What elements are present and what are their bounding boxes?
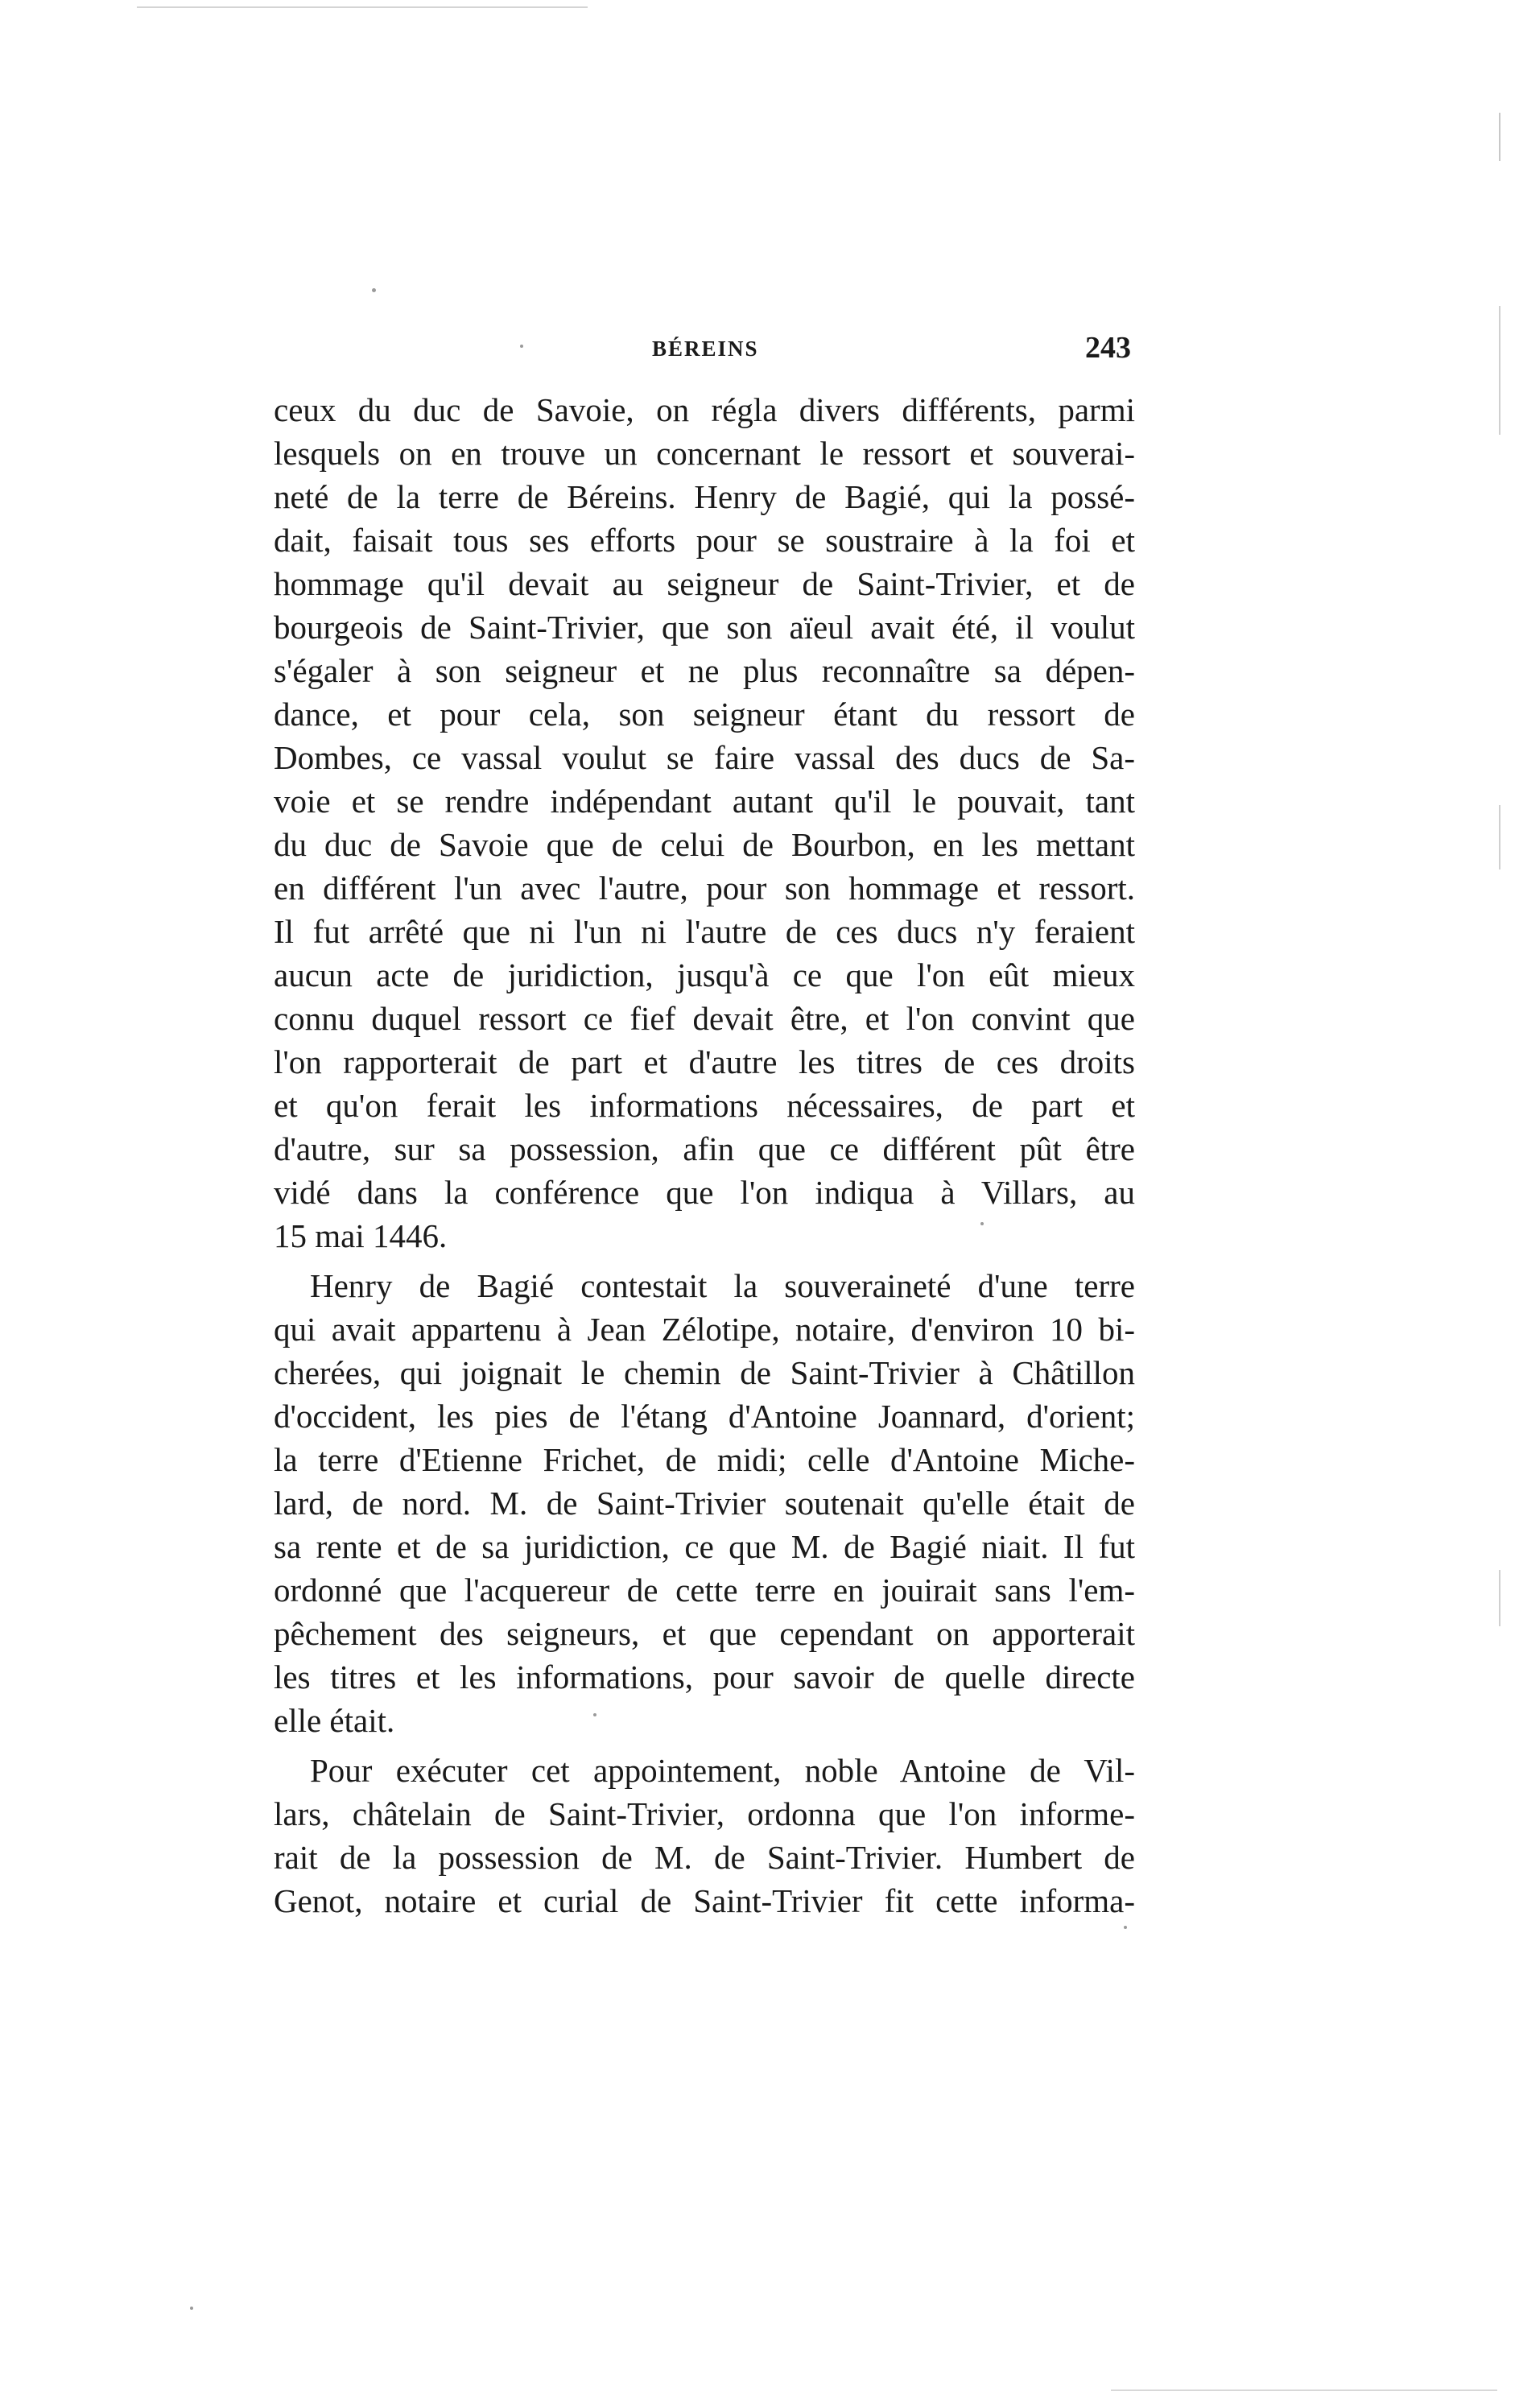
- text-line: connu duquel ressort ce fief devait être, et l'on convint que: [274, 1000, 1135, 1037]
- text-line: hommage qu'il devait au seigneur de Saint-Trivier, et de: [274, 565, 1135, 602]
- text-line: Henry de Bagié contestait la souveraineté d'une terre: [310, 1267, 1135, 1304]
- text-line: les titres et les informations, pour savoir de quelle directe: [274, 1658, 1135, 1696]
- paragraph-2: [274, 1264, 1135, 1742]
- text-line: Dombes, ce vassal voulut se faire vassal des ducs de Sa-: [274, 739, 1135, 776]
- text-line: d'autre, sur sa possession, afin que ce différent pût être: [274, 1130, 1135, 1167]
- text-line: rait de la possession de M. de Saint-Trivier. Humbert de: [274, 1839, 1135, 1876]
- text-line: Pour exécuter cet appointement, noble Antoine de Vil-: [310, 1752, 1135, 1789]
- text-line: aucun acte de juridiction, jusqu'à ce que l'on eût mieux: [274, 956, 1135, 993]
- text-line: en différent l'un avec l'autre, pour son hommage et ressort.: [274, 869, 1135, 907]
- text-line: s'égaler à son seigneur et ne plus reconnaître sa dépen-: [274, 652, 1135, 689]
- scan-edge-mark: [1499, 805, 1500, 869]
- text-line: pêchement des seigneurs, et que cependant on apporterait: [274, 1615, 1135, 1652]
- text-line: lard, de nord. M. de Saint-Trivier soutenait qu'elle était de: [274, 1485, 1135, 1522]
- text-line: ordonné que l'acquereur de cette terre en jouirait sans l'em-: [274, 1572, 1135, 1609]
- scan-bottom-line: [1111, 2389, 1497, 2391]
- text-line: lesquels on en trouve un concernant le ressort et souverai-: [274, 435, 1135, 472]
- text-line: Il fut arrêté que ni l'un ni l'autre de ces ducs n'y feraient: [274, 913, 1135, 950]
- text-line: ceux du duc de Savoie, on régla divers différents, parmi: [274, 391, 1135, 428]
- text-line: bourgeois de Saint-Trivier, que son aïeul avait été, il voulut: [274, 609, 1135, 646]
- text-line: dait, faisait tous ses efforts pour se soustraire à la foi et: [274, 522, 1135, 559]
- text-line: la terre d'Etienne Frichet, de midi; celle d'Antoine Miche-: [274, 1441, 1135, 1478]
- text-line: voie et se rendre indépendant autant qu'il le pouvait, tant: [274, 783, 1135, 820]
- text-line: et qu'on ferait les informations nécessaires, de part et: [274, 1087, 1135, 1124]
- running-title: BÉREINS: [652, 337, 759, 361]
- text-line: l'on rapporterait de part et d'autre les titres de ces droits: [274, 1043, 1135, 1080]
- scan-edge-mark: [1499, 113, 1500, 161]
- paragraph-3: [274, 1749, 1135, 1923]
- text-line: neté de la terre de Béreins. Henry de Bagié, qui la possé-: [274, 478, 1135, 515]
- text-line: vidé dans la conférence que l'on indiqua à Villars, au: [274, 1174, 1135, 1211]
- text-line: elle était.: [274, 1702, 395, 1739]
- page-header: [274, 331, 1131, 377]
- text-line: cherées, qui joignait le chemin de Saint-Trivier à Châtillon: [274, 1354, 1135, 1391]
- scan-speck: [372, 288, 376, 292]
- text-line: lars, châtelain de Saint-Trivier, ordonna que l'on informe-: [274, 1795, 1135, 1832]
- text-line: dance, et pour cela, son seigneur étant du ressort de: [274, 696, 1135, 733]
- text-line: d'occident, les pies de l'étang d'Antoine Joannard, d'orient;: [274, 1398, 1135, 1435]
- scan-edge-line: [137, 6, 588, 8]
- page-number: 243: [1085, 331, 1131, 365]
- text-line: 15 mai 1446.: [274, 1217, 448, 1254]
- text-line: du duc de Savoie que de celui de Bourbon, en les mettant: [274, 826, 1135, 863]
- scan-speck: [190, 2307, 193, 2310]
- text-line: qui avait appartenu à Jean Zélotipe, notaire, d'environ 10 bi-: [274, 1311, 1135, 1348]
- text-line: sa rente et de sa juridiction, ce que M. de Bagié niait. Il fut: [274, 1528, 1135, 1565]
- scan-edge-mark: [1499, 1570, 1500, 1626]
- scan-edge-mark: [1499, 306, 1500, 435]
- text-line: Genot, notaire et curial de Saint-Trivier fit cette informa-: [274, 1882, 1135, 1919]
- scan-speck: [1124, 1926, 1127, 1929]
- paragraph-1: [274, 388, 1135, 1258]
- body-text: [274, 388, 1135, 1923]
